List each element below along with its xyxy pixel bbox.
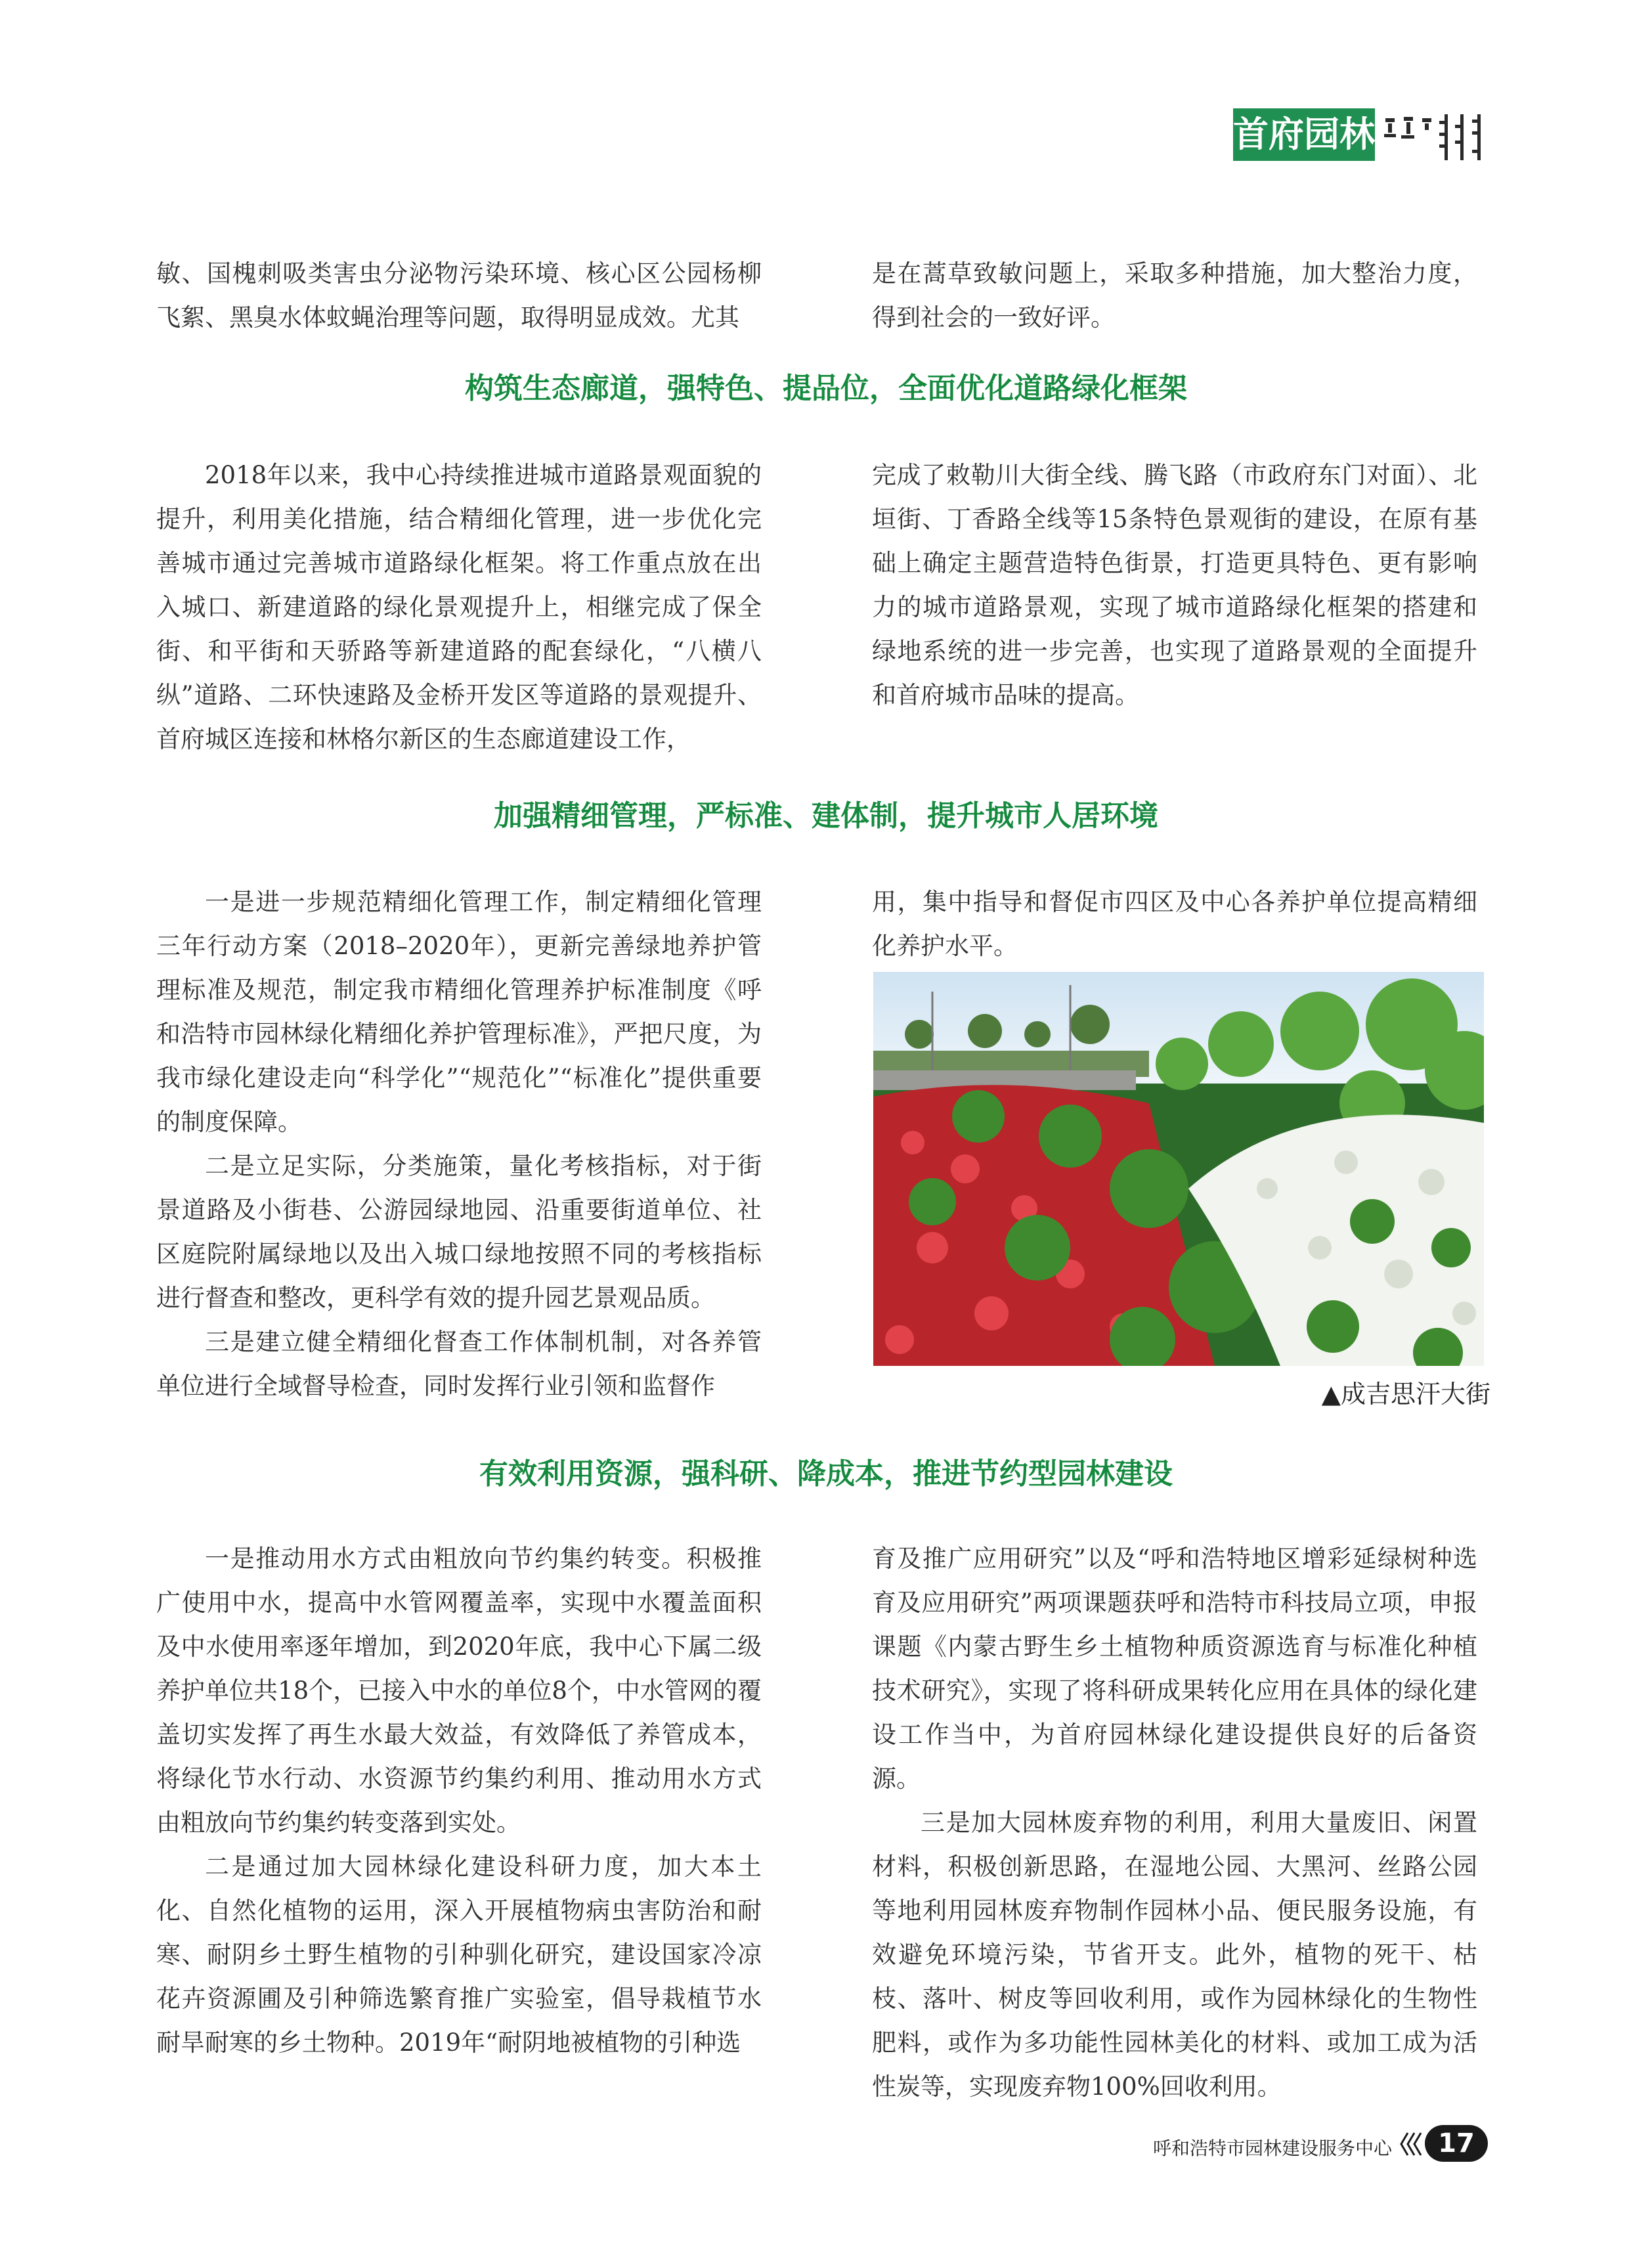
section2-left-column: [156, 880, 762, 1408]
magazine-logo: 首府园林: [1233, 108, 1375, 161]
section-heading-resource-efficiency: 有效利用资源，强科研、降成本，推进节约型园林建设: [479, 1457, 1173, 1491]
paragraph: 完成了敕勒川大街全线、腾飞路（市政府东门对面）、北垣街、丁香路全线等15条特色景观街的建设，在原有基础上确定主题营造特色街景，打造更具特色、更有影响力的城市道路景观，实现了城市道路绿化框架的搭建和绿地系统的进一步完善，也实现了道路景观的全面提升和首府城市品味的提高。: [872, 461, 1477, 709]
section2-right-column: [872, 880, 1477, 968]
photo-caption: ▲成吉思汗大街: [1321, 1380, 1490, 1409]
top-left-text-block: [156, 252, 762, 340]
section1-left-column: [156, 453, 762, 761]
paragraph: 二是立足实际，分类施策，量化考核指标，对于街景道路及小街巷、公游园绿地园、沿重要街道单位、社区庭院附属绿地以及出入城口绿地按照不同的考核指标进行督查和整改，更科学有效的提升园艺景观品质。: [156, 1152, 762, 1312]
paragraph: 一是推动用水方式由粗放向节约集约转变。积极推广使用中水，提高中水管网覆盖率，实现中水覆盖面积及中水使用率逐年增加，到2020年底，我中心下属二级养护单位共18个，已接入中水的单位8个，中水管网的覆盖切实发挥了再生水最大效益，有效降低了养管成本，将绿化节水行动、水资源节约集约利用、推动用水方式由粗放向节约集约转变落到实处。: [156, 1545, 762, 1837]
section-heading-ecological-corridor: 构筑生态廊道，强特色、提品位，全面优化道路绿化框架: [465, 372, 1187, 405]
page-number: 17: [1425, 2125, 1488, 2162]
paragraph: 育及推广应用研究”以及“呼和浩特地区增彩延绿树种选育及应用研究”两项课题获呼和浩特市科技局立项，申报课题《内蒙古野生乡土植物种质资源选育与标准化种植技术研究》，实现了将科研成果转化应用在具体的绿化建设工作当中，为首府园林绿化建设提供良好的后备资源。: [872, 1545, 1477, 1793]
section3-right-column: [872, 1537, 1477, 2109]
section3-left-column: [156, 1537, 762, 2065]
paragraph: 2018年以来，我中心持续推进城市道路景观面貌的提升，利用美化措施，结合精细化管理，进一步优化完善城市通过完善城市道路绿化框架。将工作重点放在出入城口、新建道路的绿化景观提升上，相继完成了保全街、和平街和天骄路等新建道路的配套绿化，“八横八纵”道路、二环快速路及金桥开发区等道路的景观提升、首府城区连接和林格尔新区的生态廊道建设工作，: [156, 461, 762, 753]
section-heading-fine-management: 加强精细管理，严标准、建体制，提升城市人居环境: [494, 799, 1158, 833]
footer-organization: 呼和浩特市园林建设服务中心: [1152, 2137, 1392, 2159]
chevron-left-icon: [1399, 2128, 1425, 2160]
paragraph: 三是建立健全精细化督查工作体制机制，对各养管单位进行全域督导检查，同时发挥行业引领和监督作: [156, 1328, 762, 1400]
paragraph: 用，集中指导和督促市四区及中心各养护单位提高精细化养护水平。: [872, 888, 1477, 960]
paragraph: 敏、国槐刺吸类害虫分泌物污染环境、核心区公园杨柳飞絮、黑臭水体蚊蝇治理等问题，取得明显成效。尤其: [156, 259, 762, 332]
paragraph: 三是加大园林废弃物的利用，利用大量废旧、闲置材料，积极创新思路，在湿地公园、大黑河、丝路公园等地利用园林废弃物制作园林小品、便民服务设施，有效避免环境污染，节省开支。此外，植物的死干、枯枝、落叶、树皮等回收利用，或作为园林绿化的生物性肥料，或作为多功能性园林美化的材料、或加工成为活性炭等，实现废弃物100%回收利用。: [872, 1808, 1477, 2101]
paragraph: 二是通过加大园林绿化建设科研力度，加大本土化、自然化植物的运用，深入开展植物病虫害防治和耐寒、耐阴乡土野生植物的引种驯化研究，建设国家冷凉花卉资源圃及引种筛选繁育推广实验室，倡导栽植节水耐旱耐寒的乡土物种。2019年“耐阴地被植物的引种选: [156, 1852, 762, 2057]
paragraph: 是在蒿草致敏问题上，采取多种措施，加大整治力度，得到社会的一致好评。: [872, 259, 1477, 332]
mongolian-script-logo: [1381, 112, 1493, 163]
flower-bed-photo: [873, 972, 1484, 1366]
section1-right-column: [872, 453, 1477, 717]
paragraph: 一是进一步规范精细化管理工作，制定精细化管理三年行动方案（2018–2020年），更新完善绿地养护管理标准及规范，制定我市精细化管理养护标准制度《呼和浩特市园林绿化精细化养护管理标准》，严把尺度，为我市绿化建设走向“科学化”“规范化”“标准化”提供重要的制度保障。: [156, 888, 762, 1136]
top-right-text-block: [872, 252, 1477, 340]
